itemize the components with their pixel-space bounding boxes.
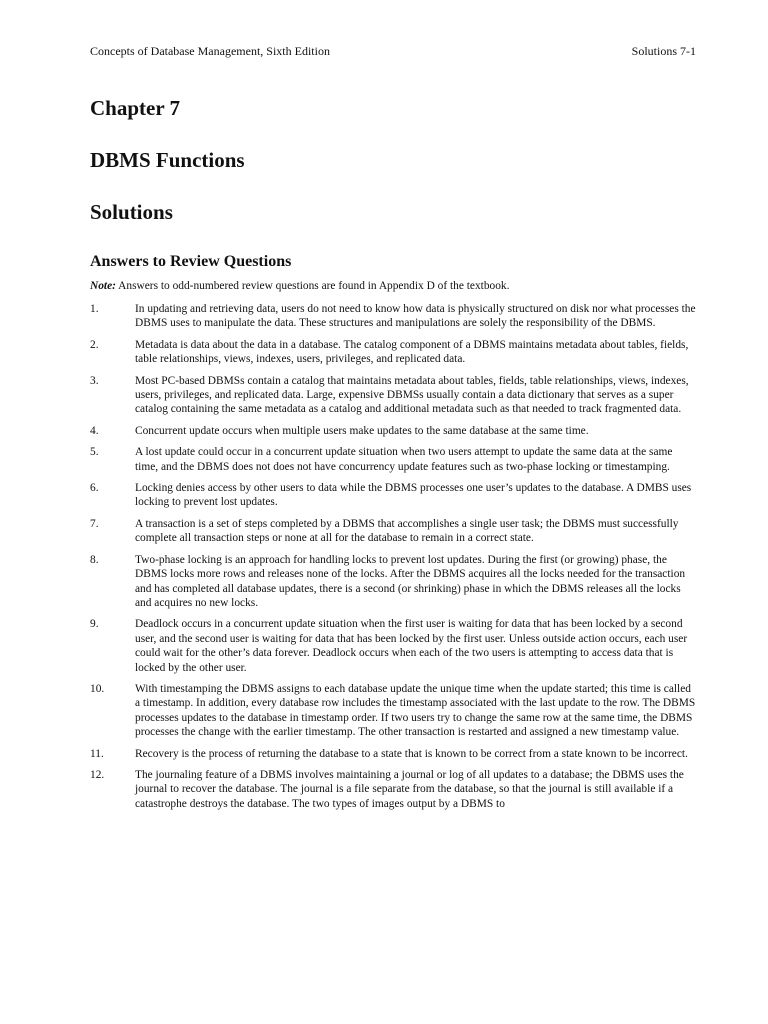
document-page bbox=[90, 44, 696, 818]
item-text: Deadlock occurs in a concurrent update situation when the first user is waiting for data that has been locked by a second user, and the second user is waiting for data that has been locked by the first user. Unless outside action occurs, each user could wait for the other’s data forever. Deadlock occurs when each of the two users is attempting to access data that is locked by the other user. bbox=[135, 618, 688, 674]
solutions-heading: Solutions bbox=[90, 200, 173, 224]
item-text: The journaling feature of a DBMS involves maintaining a journal or log of all updates to a database; the DBMS uses the journal to recover the database. The journal is a file separate from the database, so that the journal is still available if a catastrophe destroys the database. The two types of images output by a DBMS to bbox=[135, 768, 684, 810]
list-item bbox=[90, 338, 696, 367]
list-item bbox=[90, 517, 696, 546]
item-text: Two-phase locking is an approach for handling locks to prevent lost updates. During the first (or growing) phase, the DBMS locks more rows and releases none of the locks. After the DBMS acquires all the locks needed for the transaction and has completed all database updates, there is a second (or shrinking) phase in which the DBMS releases all the locks and acquires no new locks. bbox=[135, 553, 686, 609]
item-number: 6. bbox=[90, 482, 99, 495]
chapter-title: DBMS Functions bbox=[90, 148, 245, 172]
item-text: Locking denies access by other users to data while the DBMS processes one user’s updates to the database. A DMBS uses locking to prevent lost updates. bbox=[135, 482, 692, 509]
note-text: Answers to odd-numbered review questions are found in Appendix D of the textbook. bbox=[118, 280, 510, 292]
item-number: 9. bbox=[90, 618, 99, 631]
list-item bbox=[90, 424, 696, 438]
item-text: A lost update could occur in a concurrent update situation when two users attempt to update the same data at the same time, and the DBMS does not does not have concurrency update features such as two-phase locking or timestamping. bbox=[135, 446, 673, 473]
note-label: Note: bbox=[90, 280, 116, 292]
answers-list bbox=[90, 302, 696, 811]
note-paragraph bbox=[90, 279, 696, 293]
item-text: In updating and retrieving data, users do not need to know how data is physically structured on disk nor what processes the DBMS uses to manipulate the data. These structures and manipulations are solely the responsibility of the DBMS. bbox=[135, 303, 696, 330]
chapter-heading: Chapter 7 bbox=[90, 96, 181, 120]
list-item bbox=[90, 445, 696, 474]
running-header bbox=[90, 44, 696, 58]
item-text: With timestamping the DBMS assigns to each database update the unique time when the update started; this time is called a timestamp. In addition, every database row includes the timestamp associated with the last update to the row. The DBMS processes updates to the database in timestamp order. If two users try to change the same row at the same time, the DBMS processes the change with the earlier timestamp. The other transaction is restarted and assigned a new timestamp value. bbox=[135, 682, 696, 739]
list-item bbox=[90, 682, 696, 740]
list-item bbox=[90, 617, 696, 675]
item-text: Concurrent update occurs when multiple users make updates to the same database at the same time. bbox=[135, 424, 589, 437]
item-text: Metadata is data about the data in a database. The catalog component of a DBMS maintains metadata about tables, fields, table relationships, views, indexes, users, privileges, and replicated data. bbox=[135, 338, 689, 366]
book-title-header: Concepts of Database Management, Sixth Edition bbox=[90, 44, 330, 58]
list-item bbox=[90, 768, 696, 811]
item-number: 12. bbox=[90, 768, 105, 781]
item-number: 3. bbox=[90, 374, 99, 387]
page-number-header: Solutions 7-1 bbox=[631, 44, 696, 58]
item-number: 2. bbox=[90, 338, 99, 351]
item-number: 1. bbox=[90, 303, 99, 315]
list-item bbox=[90, 481, 696, 510]
list-item bbox=[90, 302, 696, 331]
item-number: 7. bbox=[90, 517, 99, 530]
item-number: 5. bbox=[90, 446, 99, 459]
item-number: 4. bbox=[90, 424, 99, 437]
item-number: 10. bbox=[90, 682, 105, 695]
list-item bbox=[90, 553, 696, 611]
section-heading: Answers to Review Questions bbox=[90, 253, 292, 270]
list-item bbox=[90, 747, 696, 761]
item-text: Recovery is the process of returning the database to a state that is known to be correct from a state known to be incorrect. bbox=[135, 747, 688, 760]
item-text: A transaction is a set of steps completed by a DBMS that accomplishes a single user task; the DBMS must successfully complete all transaction steps or none at all for the database to remain in a correct state. bbox=[135, 517, 679, 545]
item-number: 11. bbox=[90, 747, 104, 760]
item-number: 8. bbox=[90, 553, 99, 566]
item-text: Most PC-based DBMSs contain a catalog that maintains metadata about tables, fields, table relationships, views, indexes, users, privileges, and replicated data. Large, expensive DBMSs usually contain a data dictionary that serves as a super catalog containing the same metadata as a catalog and additional metadata such as that needed to track fragmented data. bbox=[135, 374, 689, 416]
list-item bbox=[90, 374, 696, 417]
